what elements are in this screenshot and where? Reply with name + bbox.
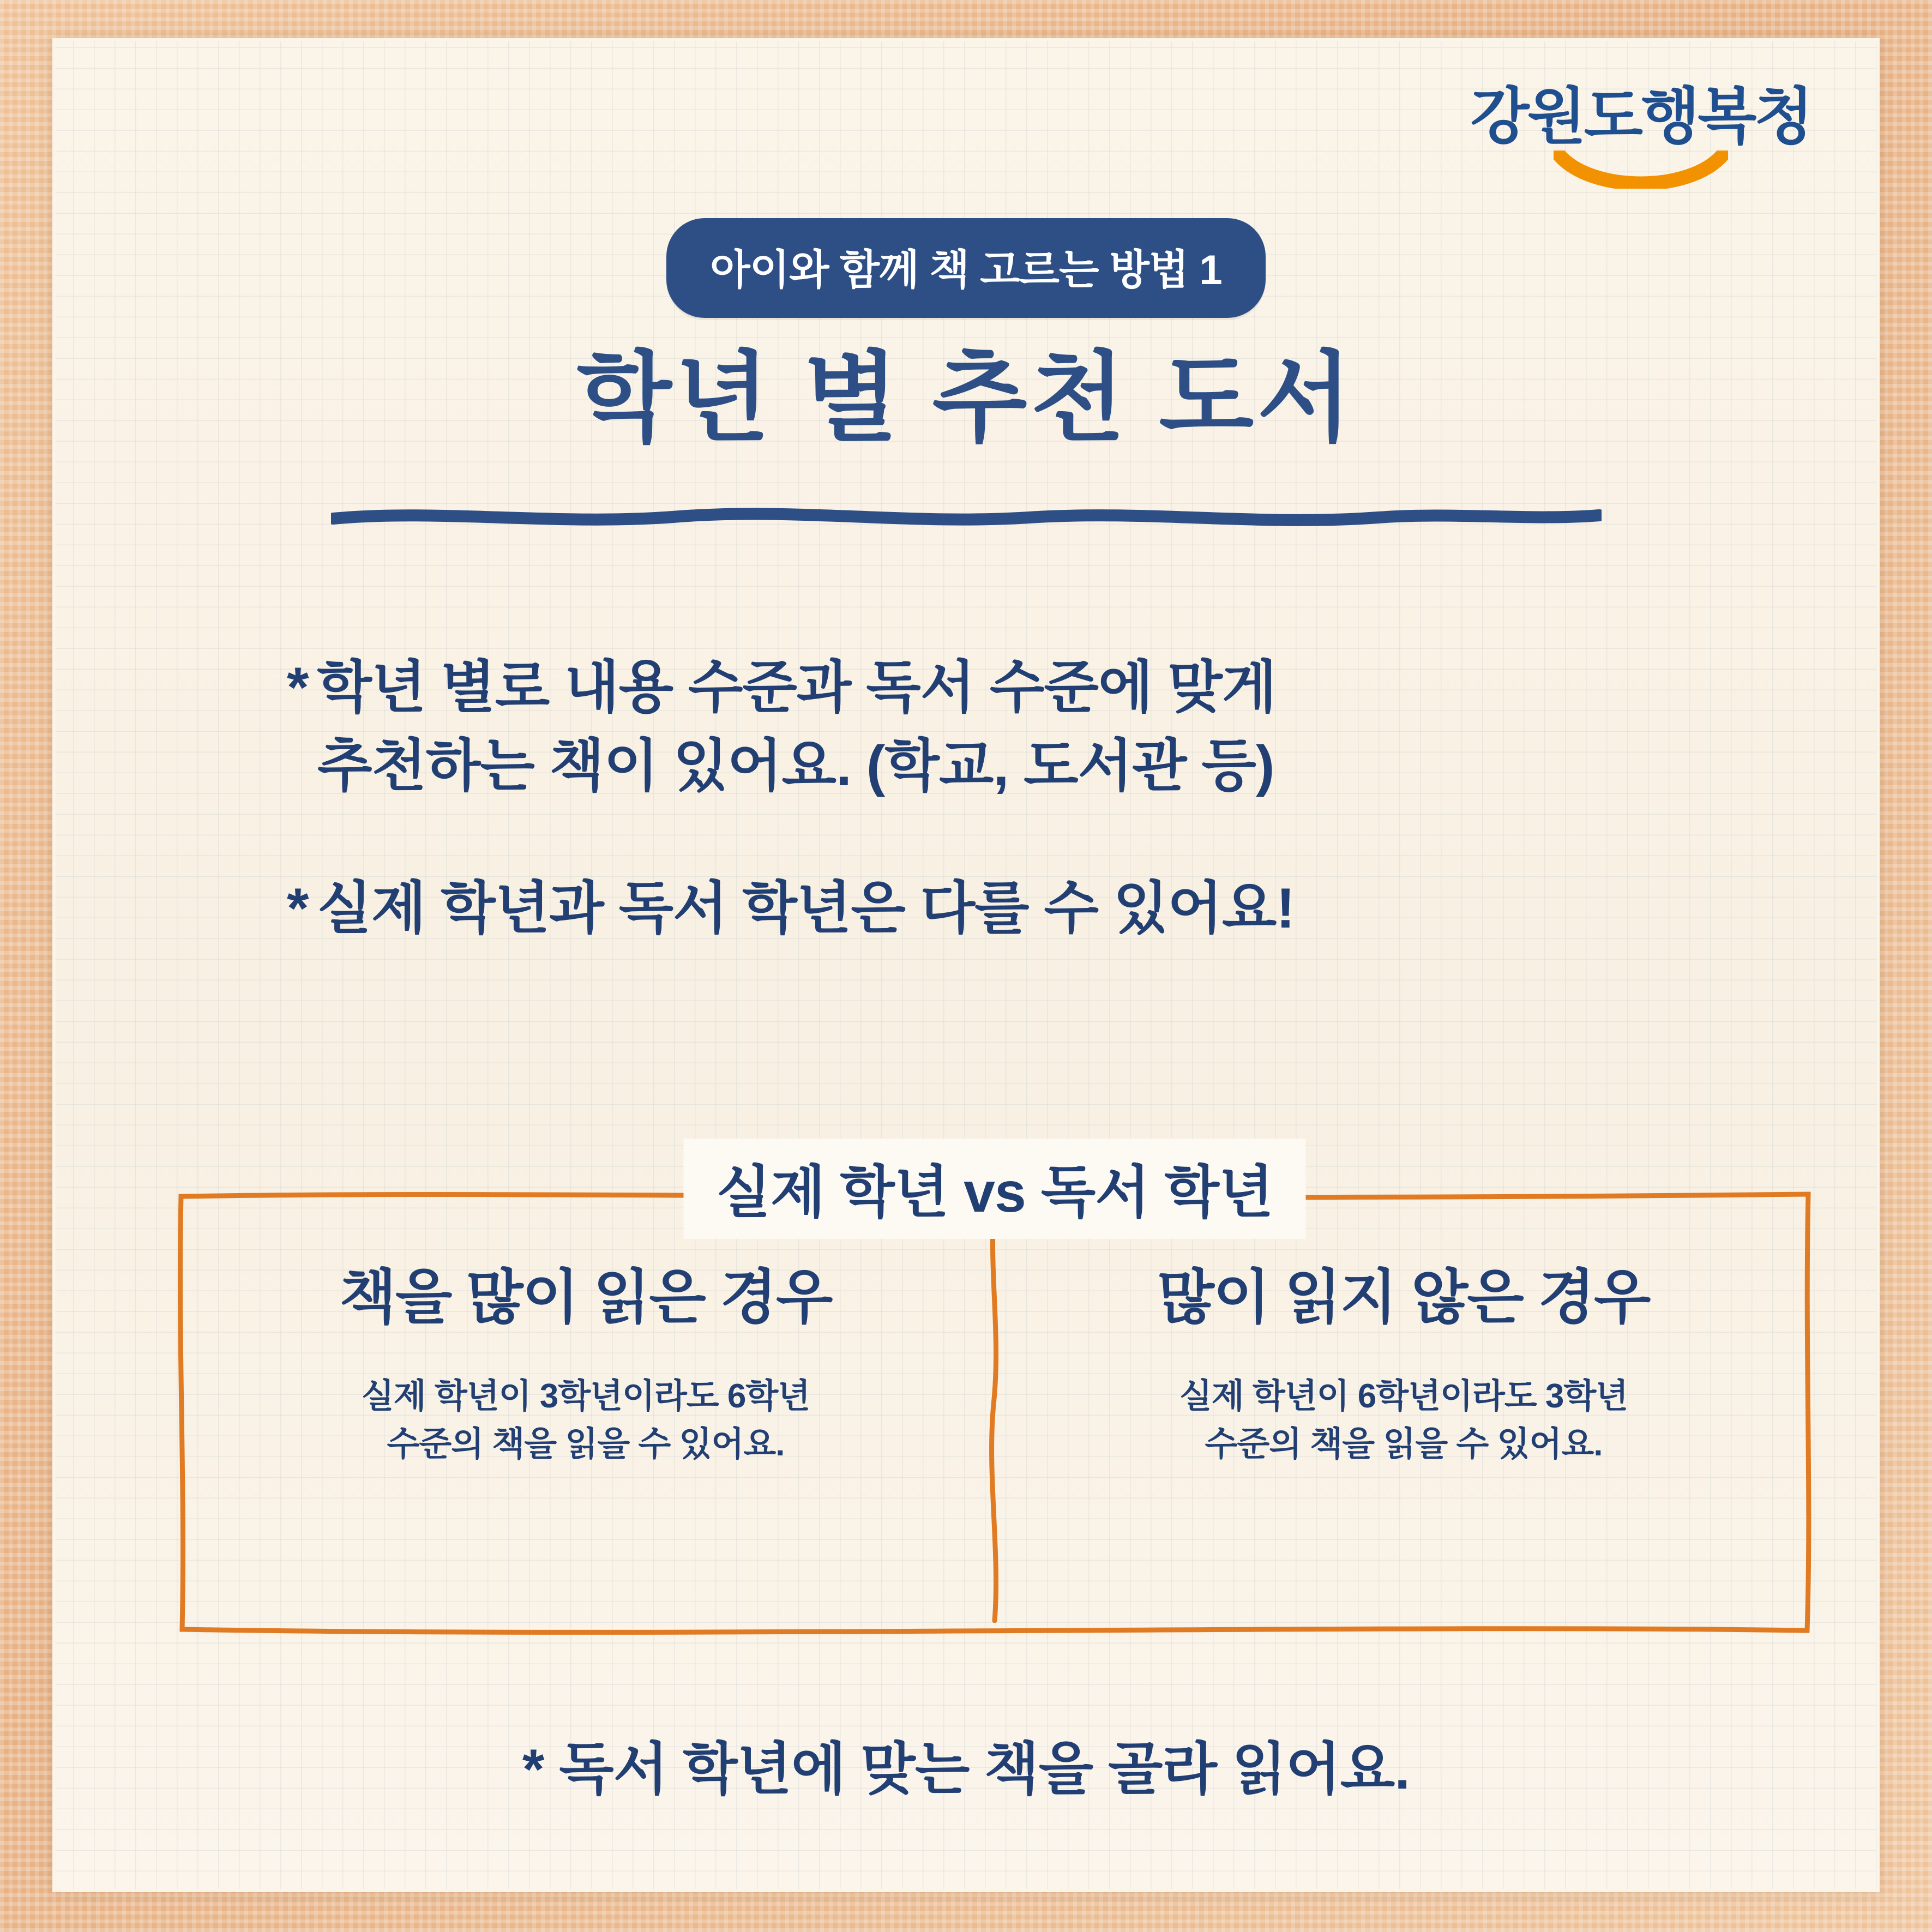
page-title: 학년 별 추천 도서 [576,344,1356,453]
desc-line-2: 수준의 책을 읽을 수 있어요. [387,1425,785,1464]
desc-line-1: 실제 학년이 6학년이라도 3학년 [1179,1377,1628,1415]
smile-curve-icon [1466,151,1815,189]
bullet-line-1: 실제 학년과 독서 학년은 다를 수 있어요! [317,877,1295,941]
bullet-line-2: 추천하는 책이 있어요. (학교, 도서관 등) [317,734,1274,798]
desc-line-2: 수준의 책을 읽을 수 있어요. [1205,1425,1603,1464]
comparison-column-right-desc [995,1373,1813,1468]
comparison-column-left-title: 책을 많이 읽은 경우 [339,1264,832,1330]
bullet-marker: * [287,656,309,719]
brand-logo [1466,82,1815,189]
footer-note: * 독서 학년에 맞는 책을 골라 읽어요. [522,1738,1410,1801]
bullet-list [287,649,1748,948]
bullet-item-2 [287,870,1748,948]
bullet-marker: * [287,877,309,941]
comparison-column-right-title: 많이 읽지 않은 경우 [1157,1264,1650,1330]
paper-sheet [52,38,1880,1892]
wavy-divider-icon [331,504,1602,529]
section-badge: 아이와 함께 책 고르는 방법 1 [666,218,1265,318]
comparison-column-left-desc [177,1373,995,1468]
comparison-box [177,1161,1813,1636]
bullet-item-1 [287,649,1748,805]
desc-line-1: 실제 학년이 3학년이라도 6학년 [361,1377,810,1415]
comparison-columns [177,1189,1813,1636]
brand-logo-text: 강원도행복청 [1470,82,1811,151]
bullet-line-1: 학년 별로 내용 수준과 독서 수준에 맞게 [317,656,1277,719]
comparison-heading: 실제 학년 vs 독서 학년 [684,1139,1306,1239]
comparison-column-right [995,1189,1813,1636]
comparison-column-left [177,1189,995,1636]
section-badge-wrap [52,218,1880,318]
